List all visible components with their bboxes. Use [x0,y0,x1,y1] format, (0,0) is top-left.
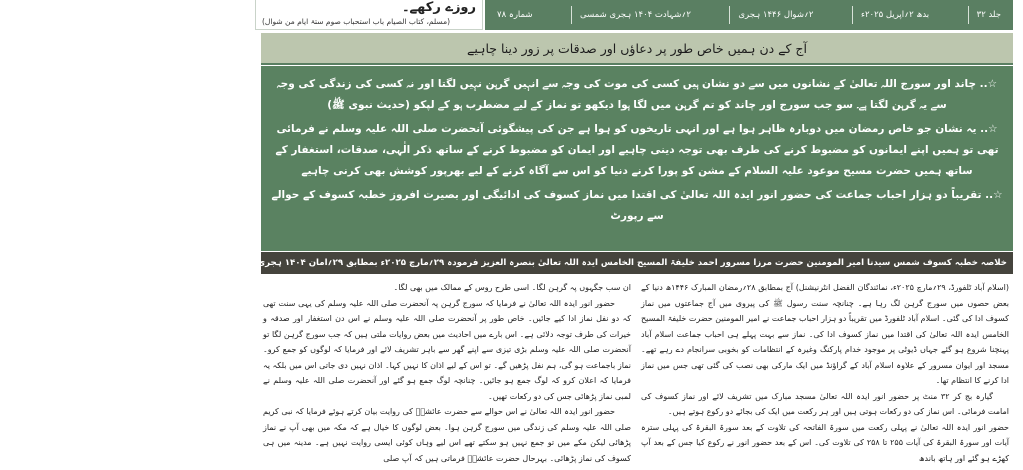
highlights-box [261,66,1013,251]
paragraph: حضور انور ایدہ اللہ تعالیٰ نے فرمایا کہ سورج گرہن پہ آنحضرت صلی اللہ علیہ وسلم کی یہی سنت تھی کہ دو نفل نماز ادا کیے جائیں۔ خاص طور پر آنحضرت صلی اللہ علیہ وسلم نے اس دن استغفار اور صدقہ و خیرات کی طرف توجہ دلائی ہے۔ اس بارے میں احادیث میں بعض روایات ملتی ہیں کہ جب سورج گرہن لگا تو آنحضرت صلی اللہ علیہ وسلم بڑی تیزی سے اپنے گھر سے باہر تشریف لائے اور فرمایا کہ لوگوں کو جمع کرو۔ نماز باجماعت ہو گی، ہم نفل پڑھیں گے۔ تو اس کے لیے اذان کا نہیں کہا۔ اذان نہیں دی جاتی اس میں بلکہ یہ فرمایا کہ اعلان کرو کہ لوگ جمع ہو جائیں۔ چنانچہ لوگ جمع ہو گئے اور آنحضرت صلی اللہ علیہ وسلم نے لمبی نماز پڑھائی جس کی دو رکعات تھیں۔ [263,298,631,401]
highlight-item: ☆.. چاند اور سورج اللہ تعالیٰ کے نشانوں میں سے دو نشان ہیں کسی کی موت کی وجہ سے انہیں گرہن نہیں لگتا اور نہ کسی کی زندگی کی وجہ سے یہ گرہن لگتا ہے۔ سو جب سورج اور چاند کو تم گرہن میں لگا ہوا دیکھو تو نماز کے لیے مضطرب ہو کے لپکو (حدیث نبوی ﷺ) [276,78,998,111]
paragraph: حضور انور ایدہ اللہ تعالیٰ نے پہلی رکعت میں سورۃ الفاتحہ کی تلاوت کے بعد سورۃ البقرۃ کی پہلی سترہ آیات اور سورۃ البقرۃ کی آیات ۲۵۵ تا ۲۵۸ کی تلاوت کی۔ اس کے بعد حضور انور نے رکوع کیا جس کے بعد آپ کھڑے ہو گئے اور ہاتھ باندھ [641,422,1010,463]
paragraph: حضور انور ایدہ اللہ تعالیٰ نے اس حوالے سے حضرت عائشہؓ کی روایت بیان کرتے ہوئے فرمایا کہ نبی کریم صلی اللہ علیہ وسلم کی زندگی میں سورج گرہن ہوا۔ بعض لوگوں کا خیال ہے کہ مکہ میں بھی آپ نے نماز پڑھائی لیکن مکے میں تو جمع نہیں ہو سکتے تھے اس لیے وہاں کوئی ایسی روایت نہیں ہے۔ مدینہ میں ہی کسوف کی نماز پڑھائی۔ بہرحال حضرت عائشہؓ فرماتی ہیں کہ آپ صلی [263,407,631,463]
masthead [485,0,1013,30]
paragraph: ان سب جگہوں پہ گرہن لگا۔ اسی طرح روس کے ممالک میں بھی لگا۔ [393,283,631,292]
highlight-item: ☆.. تقریباً دو ہزار احباب جماعت کی حضور انور ایدہ اللہ تعالیٰ کی اقتدا میں نماز کسوف کی ادائیگی اور بصیرت افروز خطبہ کسوف کے حوالے سے رپورٹ [271,189,1003,222]
quote-text: روزے رکھے۔ [401,0,476,15]
hijri-date: ۲؍شوال ۱۴۴۶ ہجری [729,6,821,24]
article-column-left [263,280,631,466]
summary-strip [0,252,1013,274]
headline-banner [261,33,1013,65]
article-column-right [641,280,1009,466]
shamsi-date: ۲؍شہادت ۱۴۰۴ ہجری شمسی [571,6,699,24]
paragraph: گیارہ بج کر ۳۲ منٹ پر حضور انور ایدہ اللہ تعالیٰ مسجد مبارک میں تشریف لائے اور نماز کسوف کی امامت فرمائی۔ اس نماز کی دو رکعات ہوتی ہیں اور ہر رکعت میں ایک کی بجائے دو رکوع ہوتے ہیں۔ [641,391,1009,416]
headline: آج کے دن ہمیں خاص طور پر دعاؤں اور صدقات پر زور دینا چاہیے [467,40,807,56]
issue-number: شمارہ ۷۸ [497,10,533,20]
volume: جلد ۳۲ [968,6,1009,24]
quote-reference: (مسلم، کتاب الصیام باب استحباب صوم ستۃ ایام من شوال) [262,17,451,26]
paragraph: (اسلام آباد ٹلفورڈ، ۲۹؍مارچ ۲۰۲۵ء، نمائندگان الفضل انٹرنیشنل) آج بمطابق ۲۸؍رمضان المبارک ۱۴۴۶ھ دنیا کے بعض حصوں میں سورج گرہن لگ رہا ہے۔ چنانچہ سنت رسول ﷺ کی پیروی میں آج جماعتوں میں نماز کسوف ادا کی گئی۔ اسلام آباد ٹلفورڈ میں تقریباً دو ہزار احباب جماعت نے امیر المومنین حضرت خلیفۃ المسیح الخامس ایدہ اللہ تعالیٰ کی اقتدا میں نماز کسوف ادا کی۔ نماز سے بہت پہلے ہی احباب جماعت اسلام آباد پہنچنا شروع ہو گئے جہاں ڈیوٹی پر موجود خدام پارکنگ وغیرہ کے انتظامات کو بخوبی سرانجام دے رہے تھے۔ مسجد اور ایوان مسرور کے علاوہ اسلام آباد کے گراؤنڈ میں ایک مارکی بھی نصب کی گئی تھی جس میں نماز ادا کرنے کا انتظام تھا۔ [641,283,1010,385]
summary-text: خلاصہ خطبہ کسوف شمس سیدنا امیر المومنین حضرت مرزا مسرور احمد خلیفۃ المسیح الخامس ایدہ اللہ تعالیٰ بنصرہ العزیز فرمودہ ۲۹؍مارچ ۲۰۲۵ء بمطابق ۲۹؍امان ۱۴۰۴ ہجری شمسی بمقام مسجد مبارک، اسلام آباد، ٹلفورڈ (سرے)، یو کے [0,258,1007,268]
date: بدھ ۲؍اپریل ۲۰۲۵ء [852,6,937,24]
quote-box [255,0,483,30]
highlight-item: ☆.. یہ نشان جو خاص رمضان میں دوبارہ ظاہر ہوا ہے اور انہی تاریخوں کو ہوا ہے جن کی پیشگوئی آنحضرت صلی اللہ علیہ وسلم نے فرمائی تھی تو ہمیں اپنے ایمانوں کو مضبوط کرنے کی طرف بھی توجہ دینی چاہیے اور ایمان کو مضبوط کرنے کے ساتھ ذکر الٰہی، صدقات، استغفار کے ساتھ ہمیں حضرت مسیح موعود علیہ السلام کے مشن کو پورا کرنے دنیا کو اس سے آگاہ کرنے کے لیے بھرپور کوشش بھی کرنی چاہیے [275,123,999,177]
